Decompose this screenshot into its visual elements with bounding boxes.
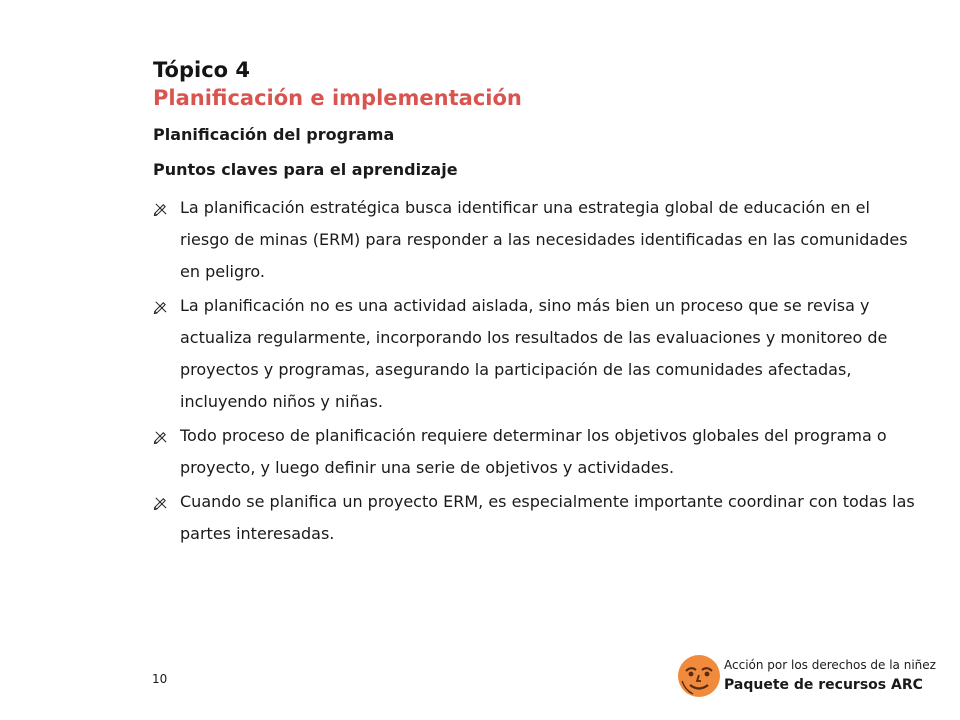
key-points-list bbox=[153, 192, 923, 550]
bullet-text: La planificación estratégica busca identificar una estrategia global de educación en el riesgo de minas (ERM) para responder a las necesidades identificadas en las comunidades en peligro. bbox=[180, 198, 908, 281]
page-number: 10 bbox=[152, 672, 168, 686]
bullet-text: Todo proceso de planificación requiere determinar los objetivos globales del programa o proyecto, y luego definir una serie de objetivos y actividades. bbox=[180, 426, 887, 477]
key-points-heading: Puntos claves para el aprendizaje bbox=[153, 160, 458, 179]
list-item bbox=[153, 420, 923, 484]
pencil-crossed-icon bbox=[153, 299, 168, 314]
arc-face-logo-icon bbox=[677, 654, 721, 698]
list-item bbox=[153, 290, 923, 418]
pencil-crossed-icon bbox=[153, 495, 168, 510]
brand-block bbox=[677, 654, 936, 700]
brand-name: Paquete de recursos ARC bbox=[724, 677, 923, 693]
topic-title: Tópico 4 bbox=[153, 58, 250, 82]
bullet-text: Cuando se planifica un proyecto ERM, es especialmente importante coordinar con todas las partes interesadas. bbox=[180, 492, 915, 543]
bullet-text: La planificación no es una actividad aislada, sino más bien un proceso que se revisa y actualiza regularmente, incorporando los resultados de las evaluaciones y monitoreo de proyectos y programas, asegurando la participación de las comunidades afectadas, incluyendo niños y niñas. bbox=[180, 296, 888, 411]
list-item bbox=[153, 192, 923, 288]
topic-subtitle: Planificación e implementación bbox=[153, 86, 522, 110]
pencil-crossed-icon bbox=[153, 201, 168, 216]
list-item bbox=[153, 486, 923, 550]
brand-tagline: Acción por los derechos de la niñez bbox=[724, 658, 936, 672]
content-area bbox=[153, 56, 923, 552]
section-heading: Planificación del programa bbox=[153, 125, 395, 144]
pencil-crossed-icon bbox=[153, 429, 168, 444]
